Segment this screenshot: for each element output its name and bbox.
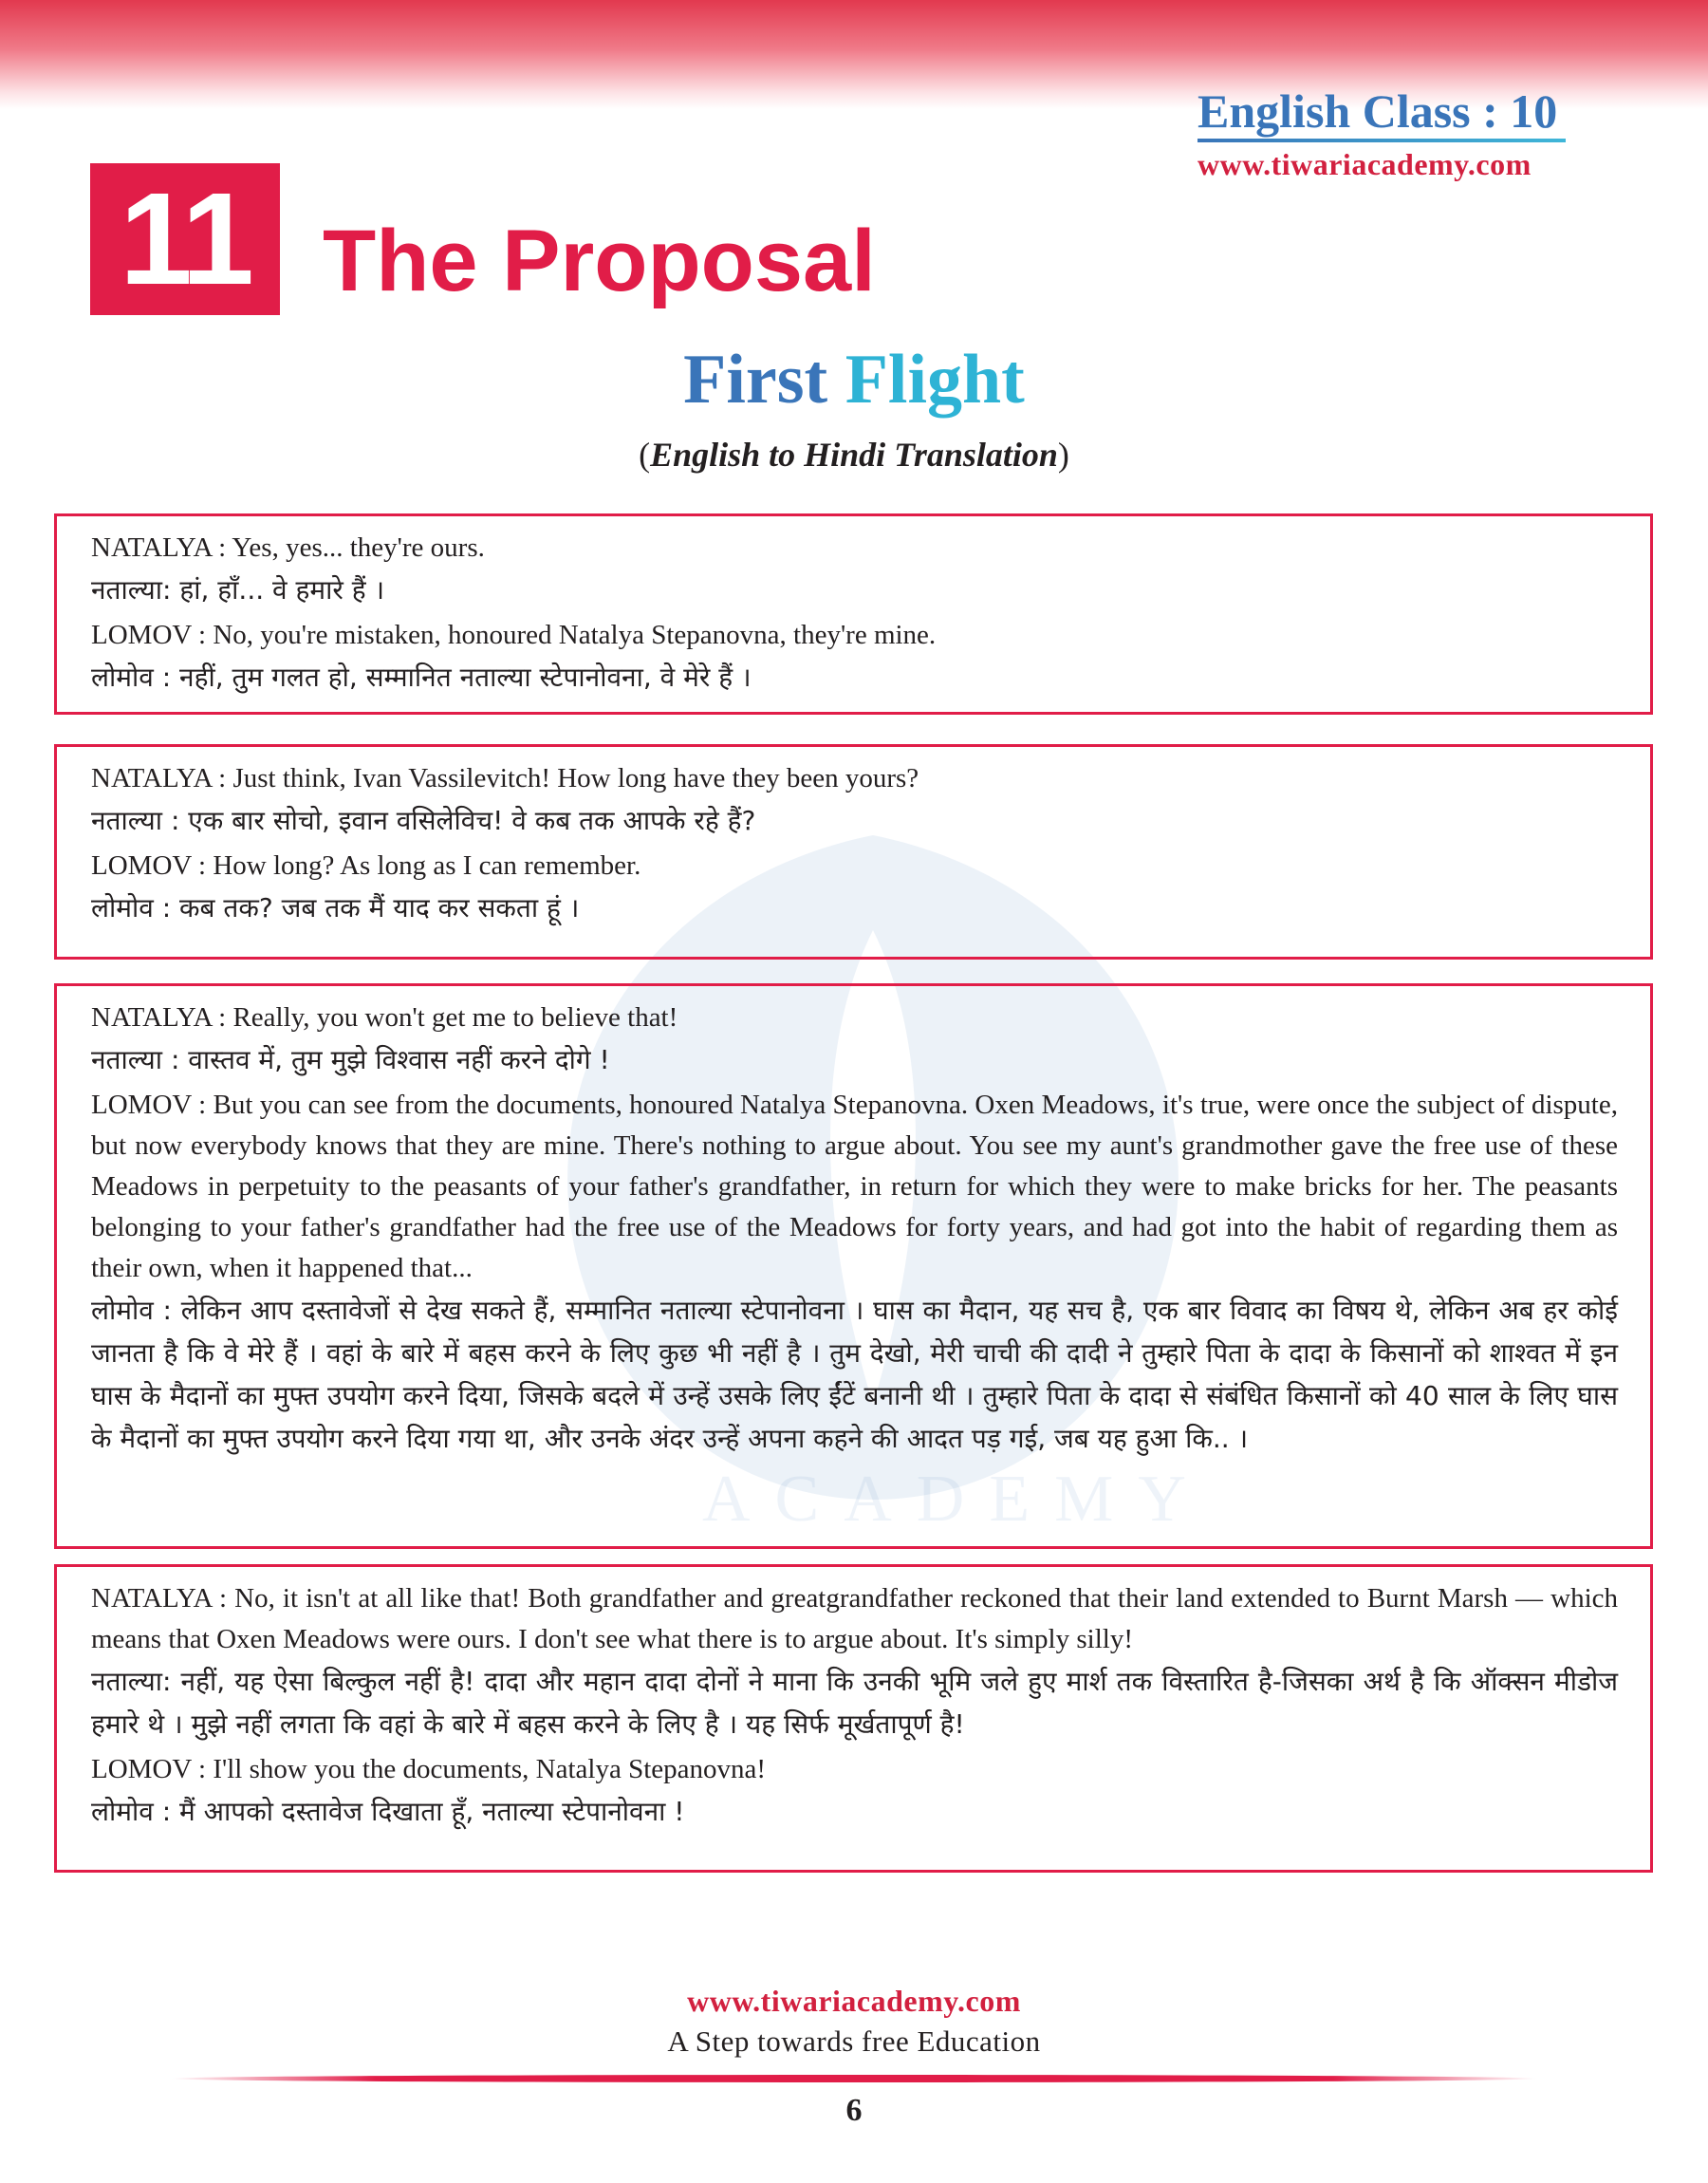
header-site-link[interactable]: www.tiwariacademy.com xyxy=(1197,147,1532,181)
dialogue-line-english: LOMOV : I'll show you the documents, Natalya Stepanovna! xyxy=(91,1754,767,1784)
book-title xyxy=(0,337,1708,422)
dialogue-line-english: LOMOV : But you can see from the documents, honoured Natalya Stepanovna. Oxen Meadows, it's true, were once the subject of dispute, but now everybody knows that they are mine. There's nothing to argue about. You see my aunt's grandmother gave the free use of these Meadows in perpetuity to the peasants of your father's grandfather, in return for which they were to make bricks for her. The peasants belonging to your father's grandfather had the free use of the Meadows for forty years, and had got into the habit of regarding them as their own, when it happened that... xyxy=(91,1090,1618,1283)
footer-tagline: A Step towards free Education xyxy=(667,2024,1041,2058)
chapter-number-badge: 11 xyxy=(90,163,280,315)
dialogue-line-english: NATALYA : Really, you won't get me to believe that! xyxy=(91,1002,678,1033)
dialogue-box-3 xyxy=(54,983,1653,1549)
dialogue-line-hindi: नताल्या : वास्तव में, तुम मुझे विश्वास नहीं करने दोगे ! xyxy=(91,1044,610,1075)
page-number: 6 xyxy=(845,2093,863,2128)
subtitle-open-paren: ( xyxy=(639,436,651,474)
dialogue-line-english: NATALYA : No, it isn't at all like that! Both grandfather and greatgrandfather reckoned that their land extended to Burnt Marsh — which means that Oxen Meadows were ours. I don't see what there is to argue about. It's simply silly! xyxy=(91,1583,1618,1654)
dialogue-line-hindi: लोमोव : मैं आपको दस्तावेज दिखाता हूँ, नताल्या स्टेपानोवना ! xyxy=(91,1796,685,1827)
book-title-word-2: Flight xyxy=(845,341,1025,419)
dialogue-box-4 xyxy=(54,1564,1653,1873)
dialogue-line-english: NATALYA : Just think, Ivan Vassilevitch! How long have they been yours? xyxy=(91,763,919,793)
dialogue-line-english: LOMOV : No, you're mistaken, honoured Natalya Stepanovna, they're mine. xyxy=(91,620,937,650)
dialogue-line-hindi: नताल्या: हां, हाँ... वे हमारे हैं । xyxy=(91,574,385,606)
class-label: English Class : 10 xyxy=(1197,84,1558,138)
subtitle-text: English to Hindi Translation xyxy=(650,436,1058,474)
dialogue-line-hindi: लोमोव : नहीं, तुम गलत हो, सम्मानित नताल्या स्टेपानोवना, वे मेरे हैं । xyxy=(91,662,752,693)
academy-watermark-text: ACADEMY xyxy=(702,1463,1211,1536)
dialogue-line-hindi: नताल्या : एक बार सोचो, इवान वसिलेविच! वे कब तक आपके रहे हैं? xyxy=(91,805,756,836)
chapter-title: The Proposal xyxy=(323,213,876,309)
dialogue-line-hindi: लोमोव : कब तक? जब तक मैं याद कर सकता हूं । xyxy=(91,892,580,924)
dialogue-line-english: LOMOV : How long? As long as I can remember. xyxy=(91,850,641,881)
dialogue-box-2 xyxy=(54,744,1653,960)
dialogue-line-english: NATALYA : Yes, yes... they're ours. xyxy=(91,532,485,563)
dialogue-line-hindi: लोमोव : लेकिन आप दस्तावेजों से देख सकते हैं, सम्मानित नताल्या स्टेपानोवना । घास का मैदान, यह सच है, एक बार विवाद का विषय थे, लेकिन अब हर कोई जानता है कि वे मेरे हैं । वहां के बारे में बहस करने के लिए कुछ भी नहीं है । तुम देखो, मेरी चाची की दादी ने तुम्हारे पिता के दादा के किसानों को शाश्वत में इन घास के मैदानों का मुफ्त उपयोग करने दिया, जिसके बदले में उन्हें उसके लिए ईंटें बनानी थी । तुम्हारे पिता के दादा से संबंधित किसानों को 40 साल के लिए घास के मैदानों का मुफ्त उपयोग करने दिया गया था, और उनके अंदर उन्हें अपना कहने की आदत पड़ गई, जब यह हुआ कि.. । xyxy=(91,1295,1618,1454)
translation-subtitle xyxy=(0,435,1708,475)
footer-divider xyxy=(171,2075,1537,2082)
book-title-word-1: First xyxy=(683,341,828,419)
subtitle-close-paren: ) xyxy=(1057,436,1069,474)
dialogue-line-hindi: नताल्या: नहीं, यह ऐसा बिल्कुल नहीं है! दादा और महान दादा दोनों ने माना कि उनकी भूमि जले हुए मार्श तक विस्तारित है-जिसका अर्थ है कि ऑक्सन मीडोज हमारे थे । मुझे नहीं लगता कि वहां के बारे में बहस करने के लिए है । यह सिर्फ मूर्खतापूर्ण है! xyxy=(91,1666,1618,1740)
class-label-underline xyxy=(1197,139,1566,142)
footer-site-link[interactable]: www.tiwariacademy.com xyxy=(687,1984,1021,2018)
dialogue-box-1 xyxy=(54,513,1653,715)
